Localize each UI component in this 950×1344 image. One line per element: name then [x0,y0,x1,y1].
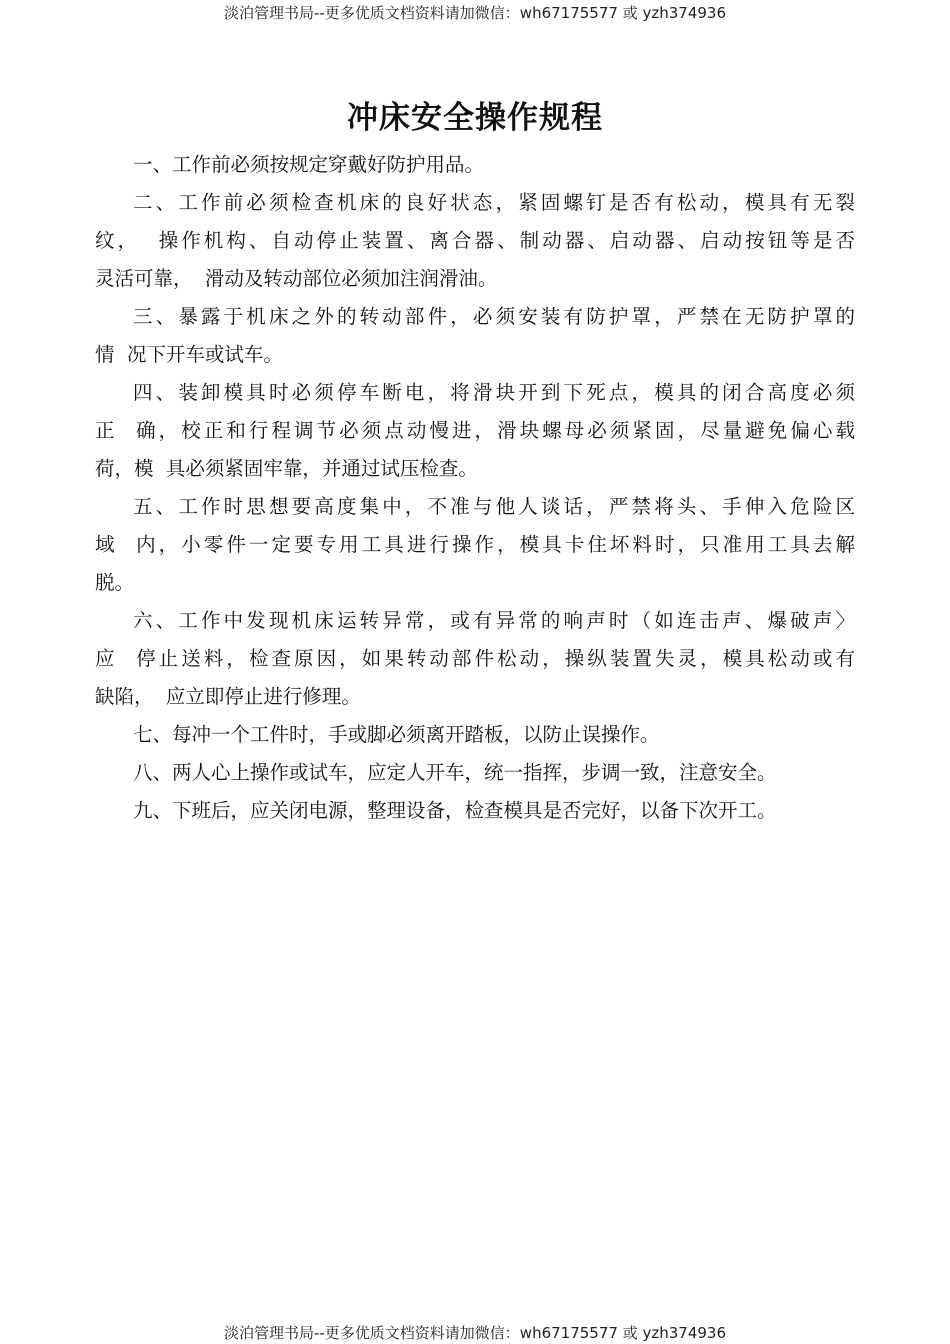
paragraph [95,792,855,830]
paragraph [95,298,855,374]
paragraph-line: 七、每冲一个工件时，手或脚必须离开踏板，以防止误操作。 [133,723,660,746]
paragraph-line: 情 况下开车或试车。 [95,343,283,366]
paragraph-line: 一、工作前必须按规定穿戴好防护用品。 [133,153,485,176]
paragraph-line: 四、装卸模具时必须停车断电，将滑块开到下死点，模具的闭合高度必须 [133,381,855,404]
paragraph-line: 九、下班后，应关闭电源，整理设备，检查模具是否完好，以备下次开工。 [133,799,777,822]
paragraph [95,184,855,298]
paragraph [95,754,855,792]
paragraph-line: 域 内，小零件一定要专用工具进行操作，模具卡住坏料时，只准用工具去解 [95,533,855,556]
paragraph-line: 脱。 [95,571,135,594]
paragraph-line: 灵活可靠， 滑动及转动部位必须加注润滑油。 [95,267,498,290]
paragraph-line: 纹， 操作机构、自动停止装置、离合器、制动器、启动器、启动按钮等是否 [95,229,855,252]
paragraph [95,374,855,488]
paragraph-line: 五、工作时思想要高度集中，不准与他人谈话，严禁将头、手伸入危险区 [133,495,855,518]
page-header: 淡泊管理书局--更多优质文档资料请加微信：wh67175577 或 yzh374936 [223,4,726,22]
page-footer: 淡泊管理书局--更多优质文档资料请加微信：wh67175577 或 yzh374936 [223,1324,726,1342]
paragraph-line: 正 确，校正和行程调节必须点动慢进，滑块螺母必须紧固，尽量避免偏心载 [95,419,855,442]
paragraph-line: 三、暴露于机床之外的转动部件，必须安装有防护罩，严禁在无防护罩的 [133,305,855,328]
paragraph [95,716,855,754]
paragraph-line: 缺陷， 应立即停止进行修理。 [95,685,361,708]
paragraph [95,602,855,716]
document-title: 冲床安全操作规程 [347,100,603,136]
paragraph-line: 二、工作前必须检查机床的良好状态，紧固螺钉是否有松动，模具有无裂 [133,191,855,214]
paragraph-line: 六、工作中发现机床运转异常，或有异常的响声时（如连击声、爆破声〉 [133,609,855,632]
paragraph-line: 八、两人心上操作或试车，应定人开车，统一指挥，步调一致，注意安全。 [133,761,777,784]
paragraph-line: 荷，模 具必须紧固牢靠，并通过试压检查。 [95,457,478,480]
paragraph [95,488,855,602]
document-body [95,146,855,830]
paragraph [95,146,855,184]
paragraph-line: 应 停止送料，检查原因，如果转动部件松动，操纵装置失灵，模具松动或有 [95,647,855,670]
